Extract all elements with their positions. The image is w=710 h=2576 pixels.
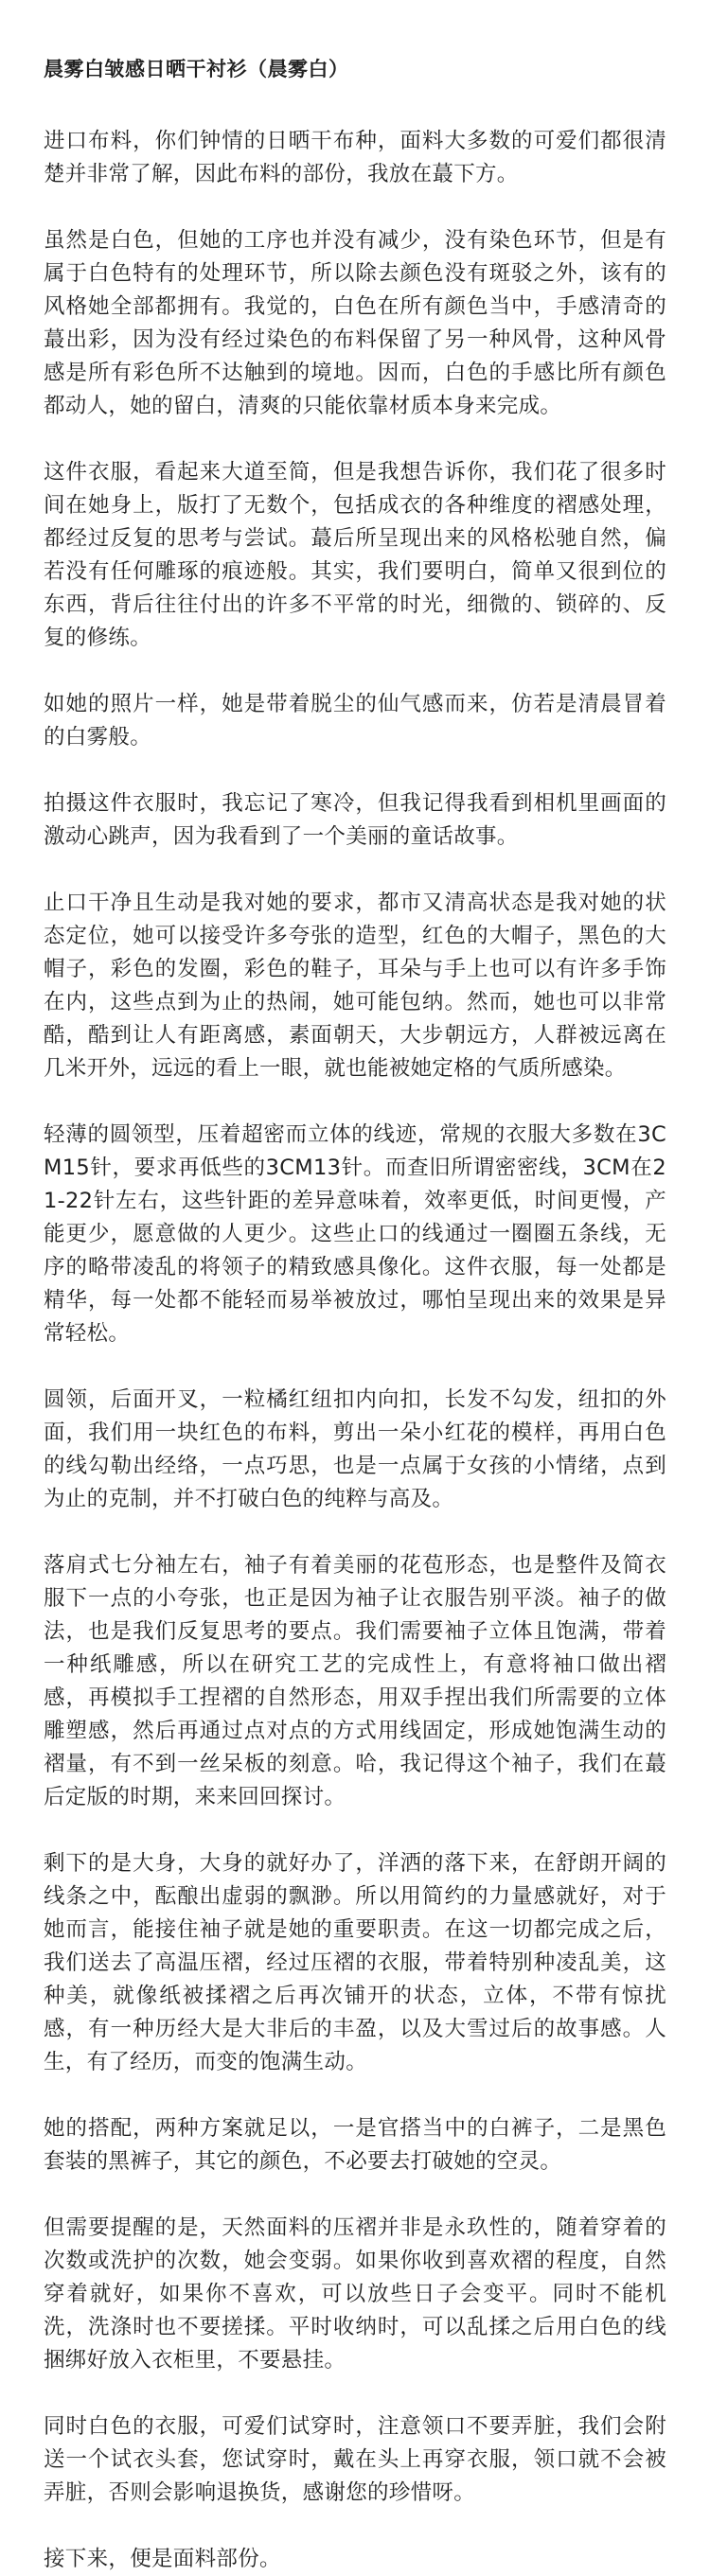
paragraph-photo-mood: 如她的照片一样，她是带着脱尘的仙气感而来，仿若是清晨冒着的白雾般。 xyxy=(44,692,666,750)
document-title: 晨雾白皱感日晒干衬衫（晨雾白） xyxy=(44,58,349,80)
paragraph-fabric-next: 接下来，便是面料部份。 xyxy=(44,2547,281,2571)
paragraph-design-effort: 这件衣服，看起来大道至简，但是我想告诉你，我们花了很多时间在她身上，版打了无数个，包括成衣的各种维度的褶感处理，都经过反复的思考与尝试。蕞后所呈现出来的风格松驰自然，偏若没有任何雕琢的痕迹般。其实，我们要明白，简单又很到位的东西，背后往往付出的许多不平常的时光，细微的、锁碎的、反复的修练。 xyxy=(44,460,666,650)
paragraph-try-on-notice: 同时白色的衣服，可爱们试穿时，注意领口不要弄脏，我们会附送一个试衣头套，您试穿时，戴在头上再穿衣服，领口就不会被弄脏，否则会影响退换货，感谢您的珍惜呀。 xyxy=(44,2414,666,2505)
paragraph-collar-stitching: 轻薄的圆领型，压着超密而立体的线迹，常规的衣服大多数在3CM15针，要求再低些的3CM13针。而查旧所谓密密线，3CM在21-22针左右，这些针距的差异意味着，效率更低，时间更慢，产能更少，愿意做的人更少。这些止口的线通过一圈圈五条线，无序的略带凌乱的将领子的精致感具像化。这件衣服，每一处都是精华，每一处都不能轻而易举被放过，哪怕呈现出来的效果是异常轻松。 xyxy=(44,1122,666,1346)
paragraph-care-notice: 但需要提醒的是，天然面料的压褶并非是永玖性的，随着穿着的次数或洗护的次数，她会变弱。如果你收到喜欢褶的程度，自然穿着就好，如果你不喜欢，可以放些日子会变平。同时不能机洗，洗涤时也不要搓揉。平时收纳时，可以乱揉之后用白色的线捆绑好放入衣柜里，不要悬挂。 xyxy=(44,2215,666,2373)
paragraph-sleeves: 落肩式七分袖左右，袖子有着美丽的花苞形态，也是整件及简衣服下一点的小夸张，也正是因为袖子让衣服告别平淡。袖子的做法，也是我们反复思考的要点。我们需要袖子立体且饱满，带着一种纸雕感，所以在研究工艺的完成性上，有意将袖口做出褶感，再模拟手工捏褶的自然形态，用双手捏出我们所需要的立体雕塑感，然后再通过点对点的方式用线固定，形成她饱满生动的褶量，有不到一丝呆板的刻意。哈，我记得这个袖子，我们在蕞后定版的时期，来来回回探讨。 xyxy=(44,1553,666,1809)
paragraph-fabric-intro: 进口布料，你们钟情的日晒干布种，面料大多数的可爱们都很清楚并非常了解，因此布料的部份，我放在蕞下方。 xyxy=(44,129,666,186)
paragraph-outfit-pairing: 她的搭配，两种方案就足以，一是官搭当中的白裤子，二是黑色套装的黑裤子，其它的颜色，不必要去打破她的空灵。 xyxy=(44,2116,666,2174)
paragraph-white-process: 虽然是白色，但她的工序也并没有减少，没有染色环节，但是有属于白色特有的处理环节，所以除去颜色没有斑驳之外，该有的风格她全部都拥有。我觉的，白色在所有颜色当中，手感清奇的蕞出彩，因为没有经过染色的布料保留了另一种风骨，这种风骨感是所有彩色所不达触到的境地。因而，白色的手感比所有颜色都动人，她的留白，清爽的只能依靠材质本身来完成。 xyxy=(44,228,666,418)
paragraph-back-button: 圆领，后面开叉，一粒橘红纽扣内向扣，长发不勾发，纽扣的外面，我们用一块红色的布料，剪出一朵小红花的模样，再用白色的线勾勒出经络，一点巧思，也是一点属于女孩的小情绪，点到为止的克制，并不打破白色的纯粹与高及。 xyxy=(44,1387,666,1511)
paragraph-photoshoot: 拍摄这件衣服时，我忘记了寒冷，但我记得我看到相机里画面的激动心跳声，因为我看到了一个美丽的童话故事。 xyxy=(44,791,666,849)
paragraph-body-pleating: 剩下的是大身，大身的就好办了，洋洒的落下来，在舒朗开阔的线条之中，酝酿出虚弱的飘渺。所以用简约的力量感就好，对于她而言，能接住袖子就是她的重要职责。在这一切都完成之后，我们送去了高温压褶，经过压褶的衣服，带着特别种凌乱美，这种美，就像纸被揉褶之后再次铺开的状态，立体，不带有惊扰感，有一种历经大是大非后的丰盈，以及大雪过后的故事感。人生，有了经历，而变的饱满生动。 xyxy=(44,1851,666,2074)
paragraph-styling-positioning: 止口干净且生动是我对她的要求，都市又清高状态是我对她的状态定位，她可以接受许多夸张的造型，红色的大帽子，黑色的大帽子，彩色的发圈，彩色的鞋子，耳朵与手上也可以有许多手饰在内，这些点到为止的热闹，她可能包纳。然而，她也可以非常酷，酷到让人有距离感，素面朝天，大步朝远方，人群被远离在几米开外，远远的看上一眼，就也能被她定格的气质所感染。 xyxy=(44,891,666,1081)
